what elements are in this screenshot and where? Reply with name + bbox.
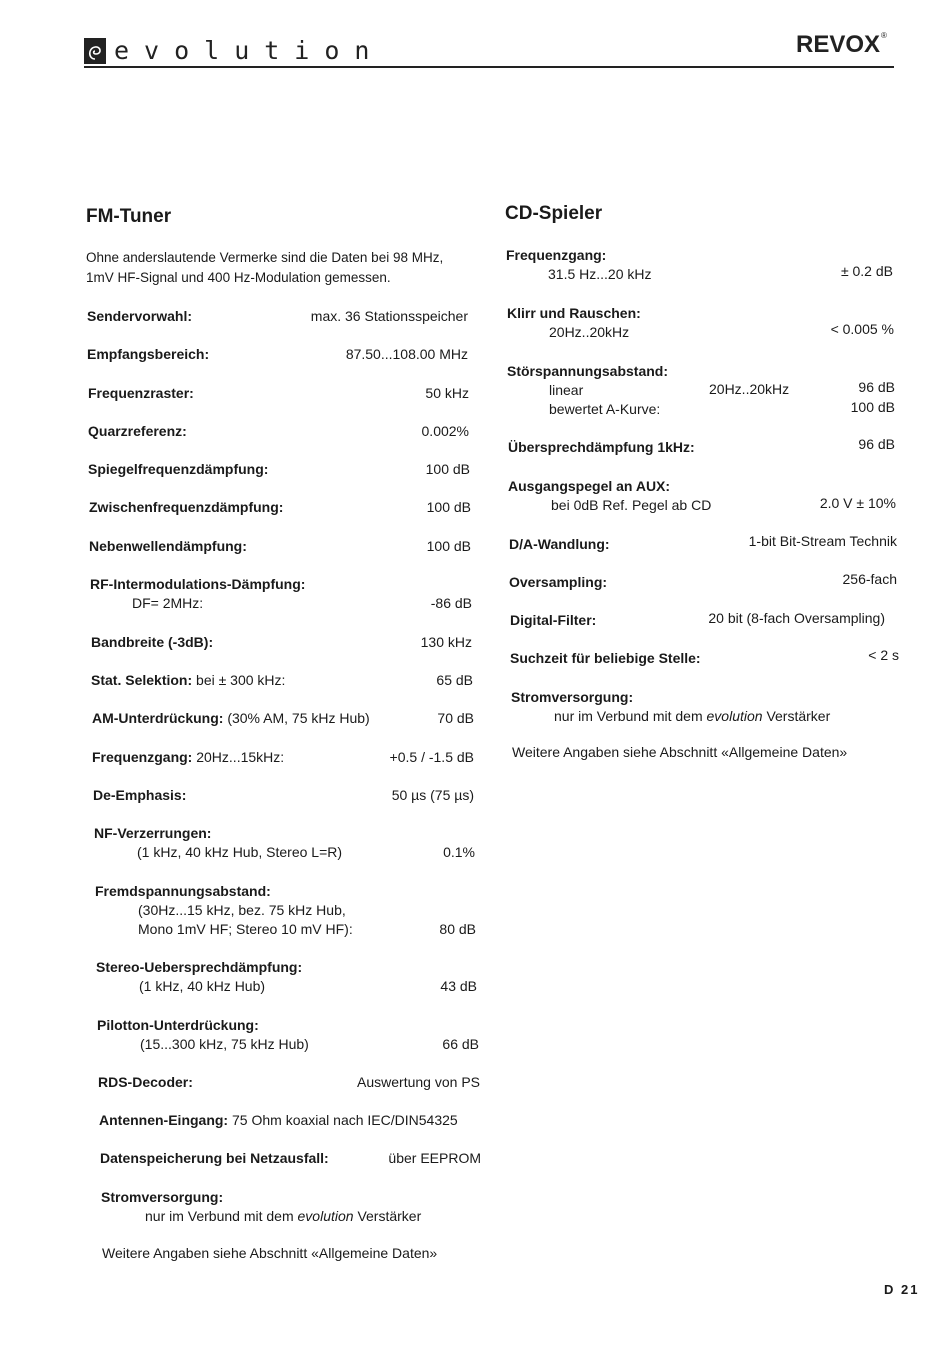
fm-row-am-unterdrueckung: AM-Unterdrückung: (30% AM, 75 kHz Hub) 70 dB: [92, 710, 474, 726]
fm-row-stat-selektion: Stat. Selektion: bei ± 300 kHz: 65 dB: [91, 672, 473, 688]
fm-note: Weitere Angaben siehe Abschnitt «Allgemeine Daten»: [102, 1245, 438, 1261]
fm-row-stromversorgung: Stromversorgung: nur im Verbund mit dem evolution Verstärker: [101, 1189, 422, 1224]
company-logo: REVOX®: [796, 31, 887, 58]
cd-row-da-wandlung: D/A-Wandlung: 1-bit Bit-Stream Technik: [509, 533, 897, 552]
evolution-logo-icon: [84, 38, 106, 64]
fm-row-antennen-eingang: Antennen-Eingang: 75 Ohm koaxial nach IEC/DIN54325: [99, 1112, 458, 1128]
cd-row-digital-filter: Digital-Filter: 20 bit (8-fach Oversampling): [510, 610, 885, 628]
fm-row-empfangsbereich: Empfangsbereich: 87.50...108.00 MHz: [87, 346, 468, 362]
fm-row-bandbreite: Bandbreite (-3dB): 130 kHz: [91, 634, 472, 650]
cd-row-stoerspannung: Störspannungsabstand: linear bewertet A-Kurve: 20Hz..20kHz 96 dB 100 dB: [507, 363, 895, 417]
cd-row-stromversorgung: Stromversorgung: nur im Verbund mit dem evolution Verstärker: [511, 689, 831, 724]
fm-section-title: FM-Tuner: [86, 206, 172, 227]
fm-intro: [86, 248, 476, 288]
page-number: D 21: [884, 1282, 920, 1297]
fm-row-rds-decoder: RDS-Decoder: Auswertung von PS: [98, 1074, 480, 1090]
header-rule: [84, 66, 894, 68]
fm-row-datenspeicherung: Datenspeicherung bei Netzausfall: über EEPROM: [100, 1150, 481, 1166]
fm-row-pilotton: Pilotton-Unterdrückung: (15...300 kHz, 75 kHz Hub) 66 dB: [97, 1017, 479, 1052]
brand-wordmark: evolution: [114, 36, 385, 65]
fm-row-quarzreferenz: Quarzreferenz: 0.002%: [88, 423, 469, 439]
fm-row-sendervorwahl: Sendervorwahl: max. 36 Stationsspeicher: [87, 308, 468, 324]
fm-row-nf-verzerrungen: NF-Verzerrungen: (1 kHz, 40 kHz Hub, Stereo L=R) 0.1%: [94, 825, 475, 860]
cd-row-suchzeit: Suchzeit für beliebige Stelle: < 2 s: [510, 647, 899, 666]
cd-row-ausgangspegel: Ausgangspegel an AUX: bei 0dB Ref. Pegel ab CD 2.0 V ± 10%: [508, 478, 896, 513]
fm-row-nebenwellen: Nebenwellendämpfung: 100 dB: [89, 538, 471, 554]
fm-row-de-emphasis: De-Emphasis: 50 µs (75 µs): [93, 787, 474, 803]
fm-row-fremdspannungsabstand: Fremdspannungsabstand: (30Hz...15 kHz, bez. 75 kHz Hub, Mono 1mV HF; Stereo 10 mV HF): 80 dB: [95, 883, 476, 937]
fm-intro-line: Ohne anderslautende Vermerke sind die Daten bei 98 MHz,: [86, 250, 444, 265]
fm-row-spiegelfrequenz: Spiegelfrequenzdämpfung: 100 dB: [88, 461, 470, 477]
cd-row-klirr: Klirr und Rauschen: 20Hz..20kHz < 0.005 %: [507, 305, 894, 340]
fm-row-frequenzraster: Frequenzraster: 50 kHz: [88, 385, 469, 401]
fm-intro-line: 1mV HF-Signal und 400 Hz-Modulation gemessen.: [86, 270, 391, 285]
fm-row-stereo-uebersprech: Stereo-Uebersprechdämpfung: (1 kHz, 40 kHz Hub) 43 dB: [96, 959, 477, 994]
fm-row-zwischenfrequenz: Zwischenfrequenzdämpfung: 100 dB: [89, 499, 471, 515]
fm-row-rf-intermodulation: RF-Intermodulations-Dämpfung: DF= 2MHz: -86 dB: [90, 576, 472, 611]
fm-row-frequenzgang: Frequenzgang: 20Hz...15kHz: +0.5 / -1.5 dB: [92, 749, 474, 765]
cd-row-oversampling: Oversampling: 256-fach: [509, 571, 897, 590]
cd-section-title: CD-Spieler: [505, 203, 603, 224]
cd-row-frequenzgang: Frequenzgang: 31.5 Hz...20 kHz ± 0.2 dB: [506, 247, 893, 282]
cd-row-uebersprech: Übersprechdämpfung 1kHz: 96 dB: [508, 436, 895, 455]
cd-note: Weitere Angaben siehe Abschnitt «Allgemeine Daten»: [512, 744, 848, 760]
